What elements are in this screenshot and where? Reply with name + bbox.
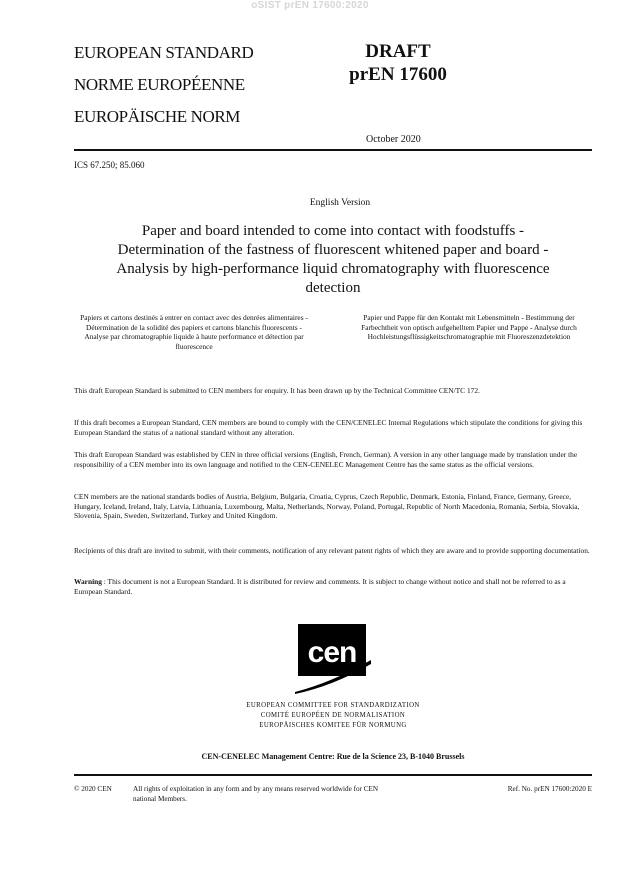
paragraph-warning: [74, 577, 594, 596]
document-title: Paper and board intended to come into contact with foodstuffs - Determination of the fastness of fluorescent whitened paper and board - Analysis by high-performance liquid chromatography with fluorescence detection: [116, 223, 550, 296]
draft-label: DRAFT: [365, 41, 431, 62]
paragraph-versions: This draft European Standard was established by CEN in three official versions (English, French, German). A version in any other language made by translation under the responsibility of a CEN member into its own language and notified to the CEN-CENELEC Management Centre has the same status as the official versions.: [74, 450, 578, 469]
watermark: oSIST prEN 17600:2020: [251, 0, 369, 11]
warning-label: Warning: [74, 577, 102, 586]
standard-name-en: EUROPEAN STANDARD: [74, 43, 254, 62]
version-label: English Version: [309, 198, 371, 208]
org-name-de: EUROPÄISCHES KOMITEE FÜR NORMUNG: [259, 722, 407, 729]
paragraph-patents: Recipients of this draft are invited to submit, with their comments, notification of any relevant patent rights of which they are aware and to provide supporting documentation.: [74, 546, 590, 555]
standard-name-de: EUROPÄISCHE NORM: [74, 107, 240, 126]
svg-text:cen: cen: [307, 636, 357, 669]
copyright: © 2020 CEN: [74, 785, 112, 793]
warning-text: : This document is not a European Standard. It is distributed for review and comments. It is subject to change without notice and shall not be referred to as a European Standard.: [74, 577, 566, 596]
paragraph-members: CEN members are the national standards bodies of Austria, Belgium, Bulgaria, Croatia, Cyprus, Czech Republic, Denmark, Estonia, Finland, France, Germany, Greece, Hungary, Iceland, Ireland, Italy, Latvia, Lithuania, Luxembourg, Malta, Netherlands, Norway, Poland, Portugal, Republic of North Macedonia, Romania, Serbia, Slovakia, Slovenia, Spain, Sweden, Switzerland, Turkey and United Kingdom.: [74, 492, 580, 521]
management-centre: CEN-CENELEC Management Centre: Rue de la Science 23, B-1040 Brussels: [201, 752, 465, 761]
standard-number: prEN 17600: [349, 64, 447, 85]
org-name-fr: COMITÉ EUROPÉEN DE NORMALISATION: [260, 712, 406, 719]
org-name-en: EUROPEAN COMMITTEE FOR STANDARDIZATION: [246, 702, 420, 709]
rights-notice: All rights of exploitation in any form and by any means reserved worldwide for CEN national Members.: [133, 785, 379, 803]
reference-number: Ref. No. prEN 17600:2020 E: [507, 785, 592, 793]
title-french: Papiers et cartons destinés à entrer en contact avec des denrées alimentaires - Détermination de la solidité des papiers et cartons blanchis fluorescents - Analyse par chromatographie liquide à haute performance et détection par fluorescence: [80, 313, 308, 351]
paragraph-regulations: If this draft becomes a European Standard, CEN members are bound to comply with the CEN/CENELEC Internal Regulations which stipulate the conditions for giving this European Standard the status of a national standard without any alteration.: [74, 418, 583, 437]
header-rule: [74, 149, 592, 151]
standard-name-fr: NORME EUROPÉENNE: [74, 75, 245, 94]
publication-date: October 2020: [366, 134, 421, 145]
title-german: Papier und Pappe für den Kontakt mit Lebensmitteln - Bestimmung der Farbechtheit von optisch aufgehelltem Papier und Pappe - Analyse durch Hochleistungsflüssigkeitschromatographie mit Fluoreszenzdetektion: [361, 313, 577, 341]
footer-rule: [74, 774, 592, 776]
ics-codes: ICS 67.250; 85.060: [74, 160, 145, 170]
paragraph-enquiry: This draft European Standard is submitted to CEN members for enquiry. It has been drawn up by the Technical Committee CEN/TC 172.: [74, 386, 480, 395]
cen-logo: [293, 624, 371, 694]
